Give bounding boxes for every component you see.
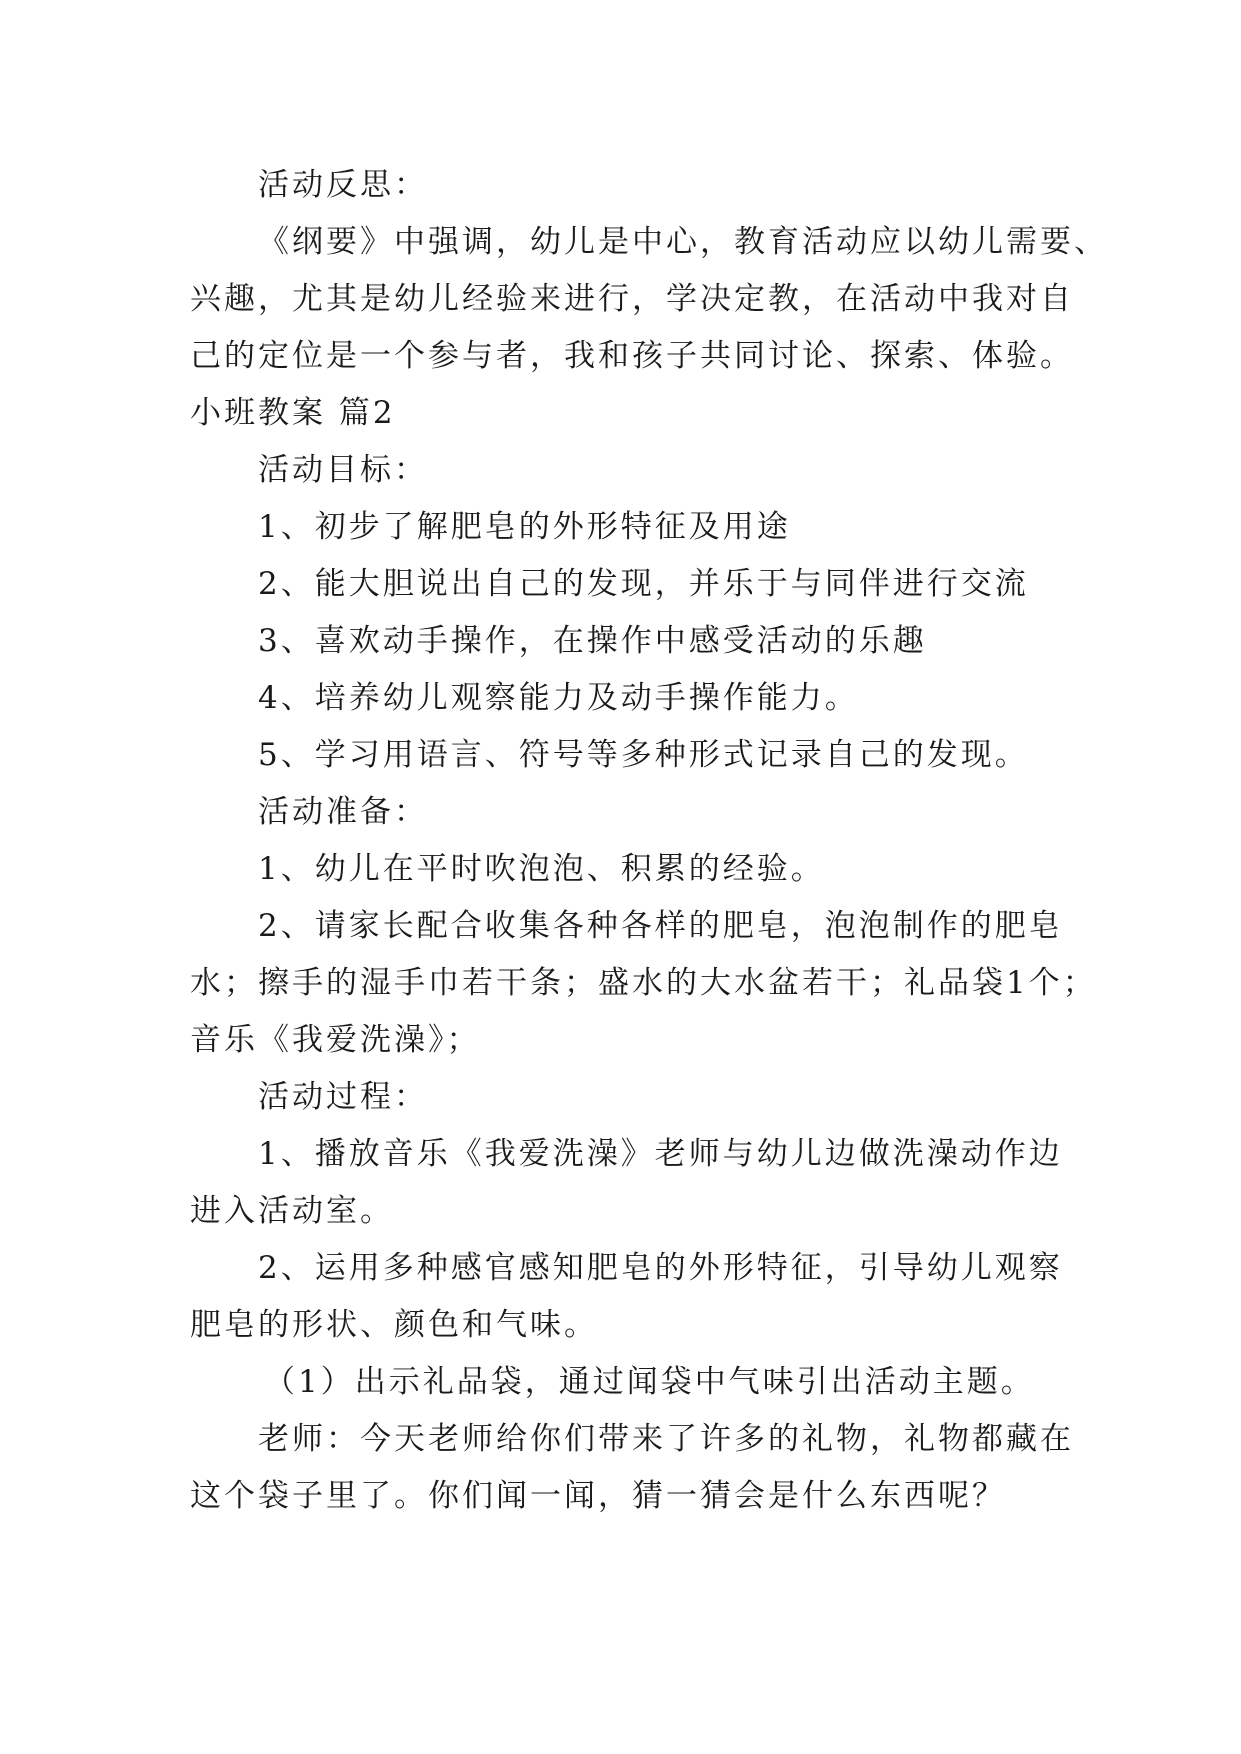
list-item: 2、运用多种感官感知肥皂的外形特征，引导幼儿观察 — [258, 1250, 1063, 1286]
list-item: 2、能大胆说出自己的发现，并乐于与同伴进行交流 — [258, 566, 1029, 602]
heading-activity-preparation: 活动准备： — [258, 794, 428, 830]
paragraph-line: 这个袋子里了。你们闻一闻，猜一猜会是什么东西呢？ — [190, 1478, 1006, 1514]
list-item: 1、初步了解肥皂的外形特征及用途 — [258, 509, 791, 545]
paragraph-line: 肥皂的形状、颜色和气味。 — [190, 1307, 598, 1343]
paragraph-line: 己的定位是一个参与者，我和孩子共同讨论、探索、体验。 — [190, 338, 1074, 374]
heading-activity-goals: 活动目标： — [258, 452, 428, 488]
dialogue-line: 老师：今天老师给你们带来了许多的礼物，礼物都藏在 — [258, 1421, 1074, 1457]
heading-activity-process: 活动过程： — [258, 1079, 428, 1115]
heading-activity-reflection: 活动反思： — [258, 167, 428, 203]
paragraph-line: 音乐《我爱洗澡》； — [190, 1022, 481, 1058]
paragraph-line: 进入活动室。 — [190, 1193, 394, 1229]
sub-item: （1）出示礼品袋，通过闻袋中气味引出活动主题。 — [264, 1364, 1035, 1400]
list-item: 1、播放音乐《我爱洗澡》老师与幼儿边做洗澡动作边 — [258, 1136, 1063, 1172]
list-item: 5、学习用语言、符号等多种形式记录自己的发现。 — [258, 737, 1029, 773]
list-item: 3、喜欢动手操作，在操作中感受活动的乐趣 — [258, 623, 927, 659]
list-item: 1、幼儿在平时吹泡泡、积累的经验。 — [258, 851, 825, 887]
list-item: 4、培养幼儿观察能力及动手操作能力。 — [258, 680, 859, 716]
paragraph-line: 水；擦手的湿手巾若干条；盛水的大水盆若干；礼品袋1个； — [190, 965, 1097, 1001]
paragraph-line: 兴趣，尤其是幼儿经验来进行，学决定教，在活动中我对自 — [190, 281, 1074, 317]
paragraph-line: 《纲要》中强调，幼儿是中心，教育活动应以幼儿需要、 — [258, 224, 1108, 260]
list-item: 2、请家长配合收集各种各样的肥皂，泡泡制作的肥皂 — [258, 908, 1063, 944]
section-title: 小班教案 篇2 — [190, 395, 396, 431]
